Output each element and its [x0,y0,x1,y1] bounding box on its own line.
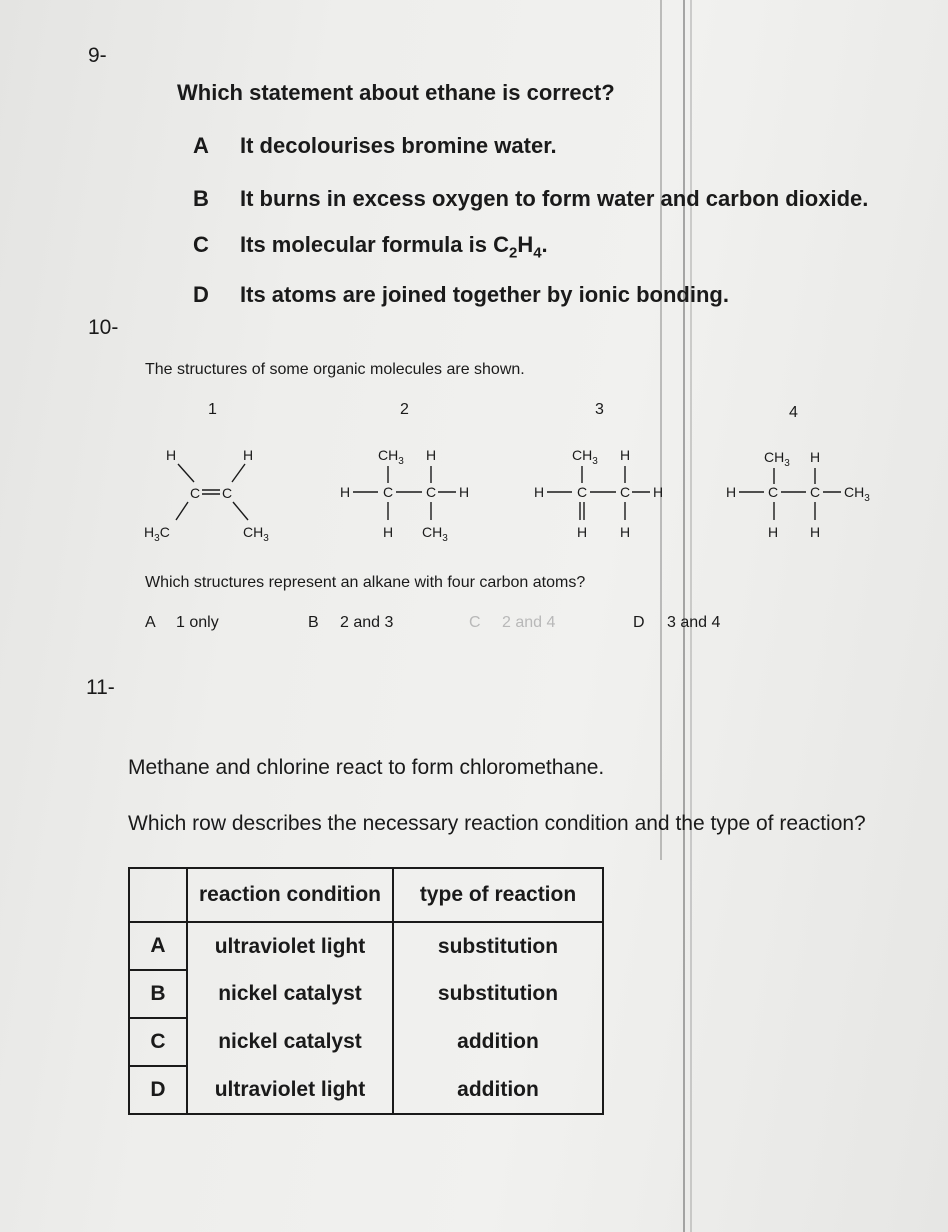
q10-option-b-letter: B [308,614,319,631]
structure-3 [530,440,680,550]
q9-option-d-letter: D [193,282,209,307]
structure-2 [336,440,486,550]
structure-1 [140,440,290,550]
s2-h-right: H [459,484,470,500]
row-letter: D [129,1066,187,1114]
structure-label-4: 4 [789,404,798,421]
s1-h-top-right: H [243,447,254,463]
q10-option-a-letter: A [145,614,156,631]
s4-h-top: H [810,449,821,465]
s1-methyl-right: $CH_3$ [243,524,269,544]
question-9-stem: Which statement about ethane is correct? [177,80,615,105]
table-row [129,1066,603,1114]
row-condition: ultraviolet light [187,922,393,970]
row-type: addition [393,1018,603,1066]
table-header-row [129,868,603,922]
s2-h-top: H [426,447,437,463]
table-row [129,922,603,970]
q9-option-b-letter: B [193,186,209,211]
s2-carbon-1: C [383,484,394,500]
s1-carbon-left: C [190,485,201,501]
q9-option-a-text: It decolourises bromine water. [240,133,557,158]
table-header-type: type of reaction [393,868,603,922]
s3-h-left: H [534,484,545,500]
s3-methyl-top: $CH_3$ [572,447,598,467]
table-header-blank [129,868,187,922]
table-row [129,970,603,1018]
q9-option-a-letter: A [193,133,209,158]
question-10-number: 10- [88,316,119,339]
s3-carbon-2: C [620,484,631,500]
question-11-statement: Methane and chlorine react to form chloromethane. [128,756,605,779]
q10-option-a-text: 1 only [176,614,219,631]
s3-h-right: H [653,484,664,500]
table-row [129,1018,603,1066]
reaction-table [128,867,604,1115]
s4-h-bottom-1: H [768,524,779,540]
question-9-number: 9- [88,44,107,67]
row-letter: C [129,1018,187,1066]
structure-label-1: 1 [208,401,217,418]
q9-option-d-text: Its atoms are joined together by ionic bonding. [240,282,729,307]
row-letter: A [129,922,187,970]
q10-option-c-letter: C [469,614,481,631]
question-10-stem: Which structures represent an alkane with four carbon atoms? [145,574,586,591]
structure-label-3: 3 [595,401,604,418]
s2-carbon-2: C [426,484,437,500]
page-fold-line [660,0,662,860]
q10-option-b-text: 2 and 3 [340,614,394,631]
s4-carbon-2: C [810,484,821,500]
s3-h-top: H [620,447,631,463]
question-10-intro: The structures of some organic molecules are shown. [145,361,525,378]
question-11-number: 11- [86,676,115,699]
s3-h-bottom-2: H [620,524,631,540]
row-type: substitution [393,970,603,1018]
s2-methyl-bottom: $CH_3$ [422,524,448,544]
q10-option-d-text: 3 and 4 [667,614,721,631]
s1-methyl-left: $H_3C$ [144,524,170,544]
s3-h-bottom-1: H [577,524,588,540]
structure-4 [724,440,894,550]
s2-methyl-top: $CH_3$ [378,447,404,467]
structure-label-2: 2 [400,401,409,418]
question-11-stem: Which row describes the necessary reaction condition and the type of reaction? [128,812,866,835]
row-condition: ultraviolet light [187,1066,393,1114]
q9-option-c-letter: C [193,232,209,257]
s2-h-bottom: H [383,524,394,540]
row-condition: nickel catalyst [187,970,393,1018]
q9-option-c-text: Its molecular formula is $C_2H_4$. [240,232,548,262]
row-letter: B [129,970,187,1018]
s4-h-left: H [726,484,737,500]
q10-option-c-text: 2 and 4 [502,614,556,631]
s4-methyl-right: $CH_3$ [844,484,870,504]
s4-h-bottom-2: H [810,524,821,540]
row-condition: nickel catalyst [187,1018,393,1066]
q10-option-d-letter: D [633,614,645,631]
row-type: substitution [393,922,603,970]
s2-h-left: H [340,484,351,500]
s4-methyl-top: $CH_3$ [764,449,790,469]
s3-carbon-1: C [577,484,588,500]
row-type: addition [393,1066,603,1114]
s1-carbon-right: C [222,485,233,501]
q9-option-b-text: It burns in excess oxygen to form water and carbon dioxide. [240,186,869,211]
s4-carbon-1: C [768,484,779,500]
s1-h-top-left: H [166,447,177,463]
table-header-condition: reaction condition [187,868,393,922]
